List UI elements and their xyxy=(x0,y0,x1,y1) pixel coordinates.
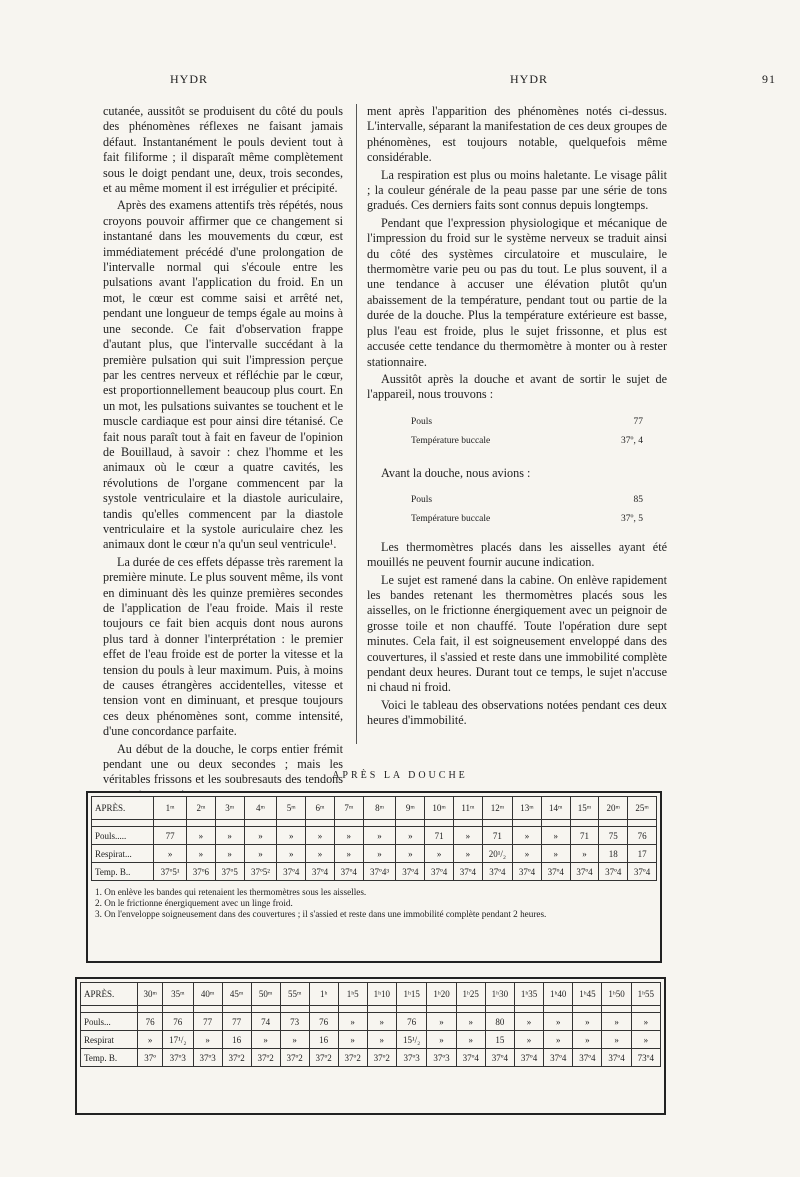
spacer-cell xyxy=(599,820,628,827)
table-header-cell: 1ʰ40 xyxy=(544,983,573,1006)
spacer-cell xyxy=(81,1006,138,1013)
table-body xyxy=(81,1006,661,1067)
table-cell: 74 xyxy=(251,1013,280,1031)
table-header-cell: 1ʰ10 xyxy=(367,983,396,1006)
table-cell: » xyxy=(280,1031,309,1049)
after-shower-measurements xyxy=(367,413,667,452)
table-header-cell: 45ᵐ xyxy=(222,983,251,1006)
table-cell: 37º4 xyxy=(599,863,628,881)
table-header-cell: 9ᵐ xyxy=(396,797,425,820)
table-cell: 37º4 xyxy=(277,863,306,881)
table-header-cell: 5ᵐ xyxy=(277,797,306,820)
table-cell: 16 xyxy=(222,1031,251,1049)
table-body xyxy=(92,820,657,881)
table-row xyxy=(81,1013,661,1031)
table-cell: 37º4 xyxy=(306,863,335,881)
table-cell: » xyxy=(541,845,570,863)
right-paragraph: Voici le tableau des observations notées pendant ces deux heures d'immobilité. xyxy=(367,697,667,728)
table-header-cell: 10ᵐ xyxy=(425,797,454,820)
measurement-value: 37º, 4 xyxy=(621,436,643,447)
table-cell: 37º4 xyxy=(456,1049,485,1067)
table-header-cell: 1ʰ50 xyxy=(602,983,631,1006)
observation-table-2 xyxy=(75,977,666,1115)
table-header-cell: 35ᵐ xyxy=(163,983,194,1006)
table-cell: 37º2 xyxy=(338,1049,367,1067)
measurement-label: Pouls xyxy=(411,416,433,427)
table-header-cell: 2ᵐ xyxy=(187,797,216,820)
table-cell: 16 xyxy=(309,1031,338,1049)
section-title: APRÈS LA DOUCHE xyxy=(332,770,468,781)
table-cell: 77 xyxy=(154,827,187,845)
table-header-cell: 3ᵐ xyxy=(215,797,244,820)
table-cell: 37º4 xyxy=(334,863,363,881)
spacer-cell xyxy=(163,1006,194,1013)
spacer-cell xyxy=(541,820,570,827)
spacer-cell xyxy=(485,1006,514,1013)
table-cell: 76 xyxy=(309,1013,338,1031)
table-row xyxy=(92,827,657,845)
running-head-left: HYDR xyxy=(170,72,209,86)
table-cell: 37º4 xyxy=(573,1049,602,1067)
table-2-grid xyxy=(80,982,661,1067)
table-cell: 73 xyxy=(280,1013,309,1031)
table-cell: » xyxy=(251,1031,280,1049)
table-cell: » xyxy=(573,1013,602,1031)
table-spacer-row xyxy=(81,1006,661,1013)
spacer-cell xyxy=(544,1006,573,1013)
row-label: Temp. B.. xyxy=(92,863,154,881)
table-cell: 37º3 xyxy=(193,1049,222,1067)
spacer-cell xyxy=(514,1006,543,1013)
table-cell: 37º4 xyxy=(482,863,512,881)
spacer-cell xyxy=(309,1006,338,1013)
table-header-cell: 1ᵐ xyxy=(154,797,187,820)
spacer-cell xyxy=(306,820,335,827)
spacer-cell xyxy=(570,820,599,827)
spacer-cell xyxy=(92,820,154,827)
table-cell: » xyxy=(513,845,542,863)
table-cell: » xyxy=(215,845,244,863)
measurement-value: 77 xyxy=(633,416,643,427)
table-cell: » xyxy=(367,1013,396,1031)
table-cell: » xyxy=(456,1013,485,1031)
table-header-label: APRÈS. xyxy=(81,983,138,1006)
spacer-cell xyxy=(396,1006,427,1013)
table-header-cell: 55ᵐ xyxy=(280,983,309,1006)
table-note: 3. On l'enveloppe soigneusement dans des couvertures ; il s'assied et reste dans une immobilité complète pendant 2 heures. xyxy=(95,909,547,919)
table-cell: » xyxy=(215,827,244,845)
table-row xyxy=(81,1031,661,1049)
right-paragraph: Le sujet est ramené dans la cabine. On enlève rapidement les bandes retenant les thermomètres placés sous les aisselles, on le frictionne énergiquement avec un peignoir de grosse toile et non chauffé. Toute l'opération dure sept minutes. Cela fait, il est soigneusement enveloppé dans des couvertures, il s'assied et reste dans une immobilité complète pendant deux heures. Durant tout ce temps, le sujet n'accuse ni chaud ni froid. xyxy=(367,572,667,695)
right-paragraph: La respiration est plus ou moins haletante. Le visage pâlit ; la couleur générale de la peau passe par une série de tons gradués. Ces derniers faits sont connus depuis longtemps. xyxy=(367,167,667,213)
table-header-cell: 6ᵐ xyxy=(306,797,335,820)
table-header-cell: 8ᵐ xyxy=(363,797,396,820)
table-cell: » xyxy=(138,1031,163,1049)
table-cell: » xyxy=(544,1031,573,1049)
table-cell: 37º2 xyxy=(367,1049,396,1067)
left-paragraph: La durée de ces effets dépasse très rarement la première minute. Le plus souvent même, ils vont en diminuant dès les quinze premières secondes de l'application de l'eau froide. Mais il reste toujours ce fait bien acquis dont nous aurons plus tard à donner l'interprétation : le premier effet de l'eau froide est de porter la vitesse et la tension du pouls à leur maximum. Puis, à moins de causes étrangères accidentelles, vitesse et tension vont en diminuant, et presque toujours ces deux phénomènes sont, comme intensité, d'une concordance parfaite. xyxy=(103,554,343,739)
measurement-value: 85 xyxy=(633,494,643,505)
table-row xyxy=(92,845,657,863)
table-header-cell: 1ʰ5 xyxy=(338,983,367,1006)
spacer-cell xyxy=(425,820,454,827)
table-header-cell: 1ʰ35 xyxy=(514,983,543,1006)
table-cell: 17¹/₂ xyxy=(163,1031,194,1049)
table-cell: » xyxy=(244,827,277,845)
table-cell: » xyxy=(514,1031,543,1049)
table-cell: 37º6 xyxy=(187,863,216,881)
table-header-cell: 15ᵐ xyxy=(570,797,599,820)
spacer-cell xyxy=(277,820,306,827)
row-label: Pouls... xyxy=(81,1013,138,1031)
table-cell: 37º5² xyxy=(244,863,277,881)
table-cell: 15 xyxy=(485,1031,514,1049)
table-cell: » xyxy=(306,827,335,845)
table-notes xyxy=(91,887,657,920)
table-header-cell: 40ᵐ xyxy=(193,983,222,1006)
table-cell: » xyxy=(338,1013,367,1031)
table-cell: » xyxy=(573,1031,602,1049)
table-cell: 37º3 xyxy=(396,1049,427,1067)
table-row xyxy=(92,863,657,881)
table-header-cell: 1ʰ55 xyxy=(631,983,660,1006)
table-cell: 37º2 xyxy=(251,1049,280,1067)
table-cell: » xyxy=(631,1013,660,1031)
table-cell: » xyxy=(187,845,216,863)
right-paragraph: ment après l'apparition des phénomènes notés ci-dessus. L'intervalle, séparant la manifestation de ces deux groupes de phénomènes, est toujours notable, quelquefois même considérable. xyxy=(367,104,667,165)
table-cell: 17 xyxy=(628,845,657,863)
table-cell: 37º4 xyxy=(396,863,425,881)
table-cell: » xyxy=(513,827,542,845)
spacer-cell xyxy=(363,820,396,827)
table-header-cell: 12ᵐ xyxy=(482,797,512,820)
table-row xyxy=(81,1049,661,1067)
table-cell: 37º4 xyxy=(485,1049,514,1067)
table-cell: 20¹/₂ xyxy=(482,845,512,863)
table-cell: 37º5¹ xyxy=(154,863,187,881)
table-cell: 71 xyxy=(482,827,512,845)
table-cell: » xyxy=(453,845,482,863)
table-cell: 75 xyxy=(599,827,628,845)
table-cell: » xyxy=(541,827,570,845)
table-cell: » xyxy=(154,845,187,863)
spacer-cell xyxy=(193,1006,222,1013)
spacer-cell xyxy=(138,1006,163,1013)
spacer-cell xyxy=(456,1006,485,1013)
spacer-cell xyxy=(513,820,542,827)
table-cell: 37º4 xyxy=(602,1049,631,1067)
table-cell: 37º xyxy=(138,1049,163,1067)
table-cell: » xyxy=(338,1031,367,1049)
spacer-cell xyxy=(427,1006,456,1013)
table-cell: » xyxy=(425,845,454,863)
table-cell: » xyxy=(334,827,363,845)
row-label: Pouls..... xyxy=(92,827,154,845)
table-header-cell: 13ᵐ xyxy=(513,797,542,820)
table-cell: » xyxy=(570,845,599,863)
table-cell: » xyxy=(187,827,216,845)
table-cell: » xyxy=(334,845,363,863)
table-cell: 37º4 xyxy=(570,863,599,881)
spacer-cell xyxy=(396,820,425,827)
right-column xyxy=(367,104,667,731)
table-1-grid xyxy=(91,796,657,881)
spacer-cell xyxy=(280,1006,309,1013)
row-label: Respirat xyxy=(81,1031,138,1049)
table-header-cell: 50ᵐ xyxy=(251,983,280,1006)
table-cell: » xyxy=(396,827,425,845)
measurement-row xyxy=(367,510,667,529)
spacer-cell xyxy=(482,820,512,827)
spacer-cell xyxy=(251,1006,280,1013)
table-header-cell: 1ʰ15 xyxy=(396,983,427,1006)
spacer-cell xyxy=(187,820,216,827)
table-cell: 37º5 xyxy=(215,863,244,881)
table-note: 2. On le frictionne énergiquement avec un linge froid. xyxy=(95,898,293,908)
measurement-label: Température buccale xyxy=(411,514,491,525)
table-cell: » xyxy=(453,827,482,845)
table-header-cell: 14ᵐ xyxy=(541,797,570,820)
spacer-cell xyxy=(215,820,244,827)
table-cell: » xyxy=(363,845,396,863)
table-header-row xyxy=(92,797,657,820)
measurement-value: 37º, 5 xyxy=(621,514,643,525)
table-header-cell: 1ʰ20 xyxy=(427,983,456,1006)
table-cell: » xyxy=(193,1031,222,1049)
table-cell: » xyxy=(602,1013,631,1031)
spacer-cell xyxy=(453,820,482,827)
table-header-cell: 1ʰ45 xyxy=(573,983,602,1006)
table-cell: 37º4 xyxy=(425,863,454,881)
table-cell: 76 xyxy=(163,1013,194,1031)
spacer-cell xyxy=(244,820,277,827)
table-cell: » xyxy=(456,1031,485,1049)
right-paragraph: Les thermomètres placés dans les aisselles ayant été mouillés ne peuvent fournir aucune indication. xyxy=(367,539,667,570)
table-header-cell: 30ᵐ xyxy=(138,983,163,1006)
table-header-cell: 7ᵐ xyxy=(334,797,363,820)
right-paragraph: Aussitôt après la douche et avant de sortir le sujet de l'appareil, nous trouvons : xyxy=(367,371,667,402)
page-number: 91 xyxy=(762,72,776,86)
row-label: Respirat... xyxy=(92,845,154,863)
table-cell: » xyxy=(544,1013,573,1031)
table-cell: 37º4 xyxy=(544,1049,573,1067)
table-cell: 76 xyxy=(138,1013,163,1031)
table-cell: 37º3 xyxy=(427,1049,456,1067)
table-header-cell: 1ʰ xyxy=(309,983,338,1006)
table-cell: 76 xyxy=(628,827,657,845)
table-cell: » xyxy=(396,845,425,863)
table-cell: 37º2 xyxy=(222,1049,251,1067)
spacer-cell xyxy=(154,820,187,827)
table-cell: 37º4³ xyxy=(363,863,396,881)
table-cell: 37º4 xyxy=(628,863,657,881)
spacer-cell xyxy=(628,820,657,827)
spacer-cell xyxy=(338,1006,367,1013)
table-cell: » xyxy=(367,1031,396,1049)
spacer-cell xyxy=(222,1006,251,1013)
table-cell: » xyxy=(631,1031,660,1049)
table-note: 1. On enlève les bandes qui retenaient les thermomètres sous les aisselles. xyxy=(95,887,367,897)
left-paragraph: cutanée, aussitôt se produisent du côté du pouls des phénomènes réflexes ne faisant jamais défaut. Instantanément le pouls devient tout à fait filiforme ; il disparaît même complètement sous le doigt pendant une, deux, trois secondes, et au même moment il est irrégulier et précipité. xyxy=(103,104,343,196)
spacer-cell xyxy=(367,1006,396,1013)
table-cell: 37º4 xyxy=(453,863,482,881)
table-header-cell: 1ʰ30 xyxy=(485,983,514,1006)
spacer-cell xyxy=(573,1006,602,1013)
table-spacer-row xyxy=(92,820,657,827)
table-cell: 37º3 xyxy=(163,1049,194,1067)
table-cell: 37º2 xyxy=(309,1049,338,1067)
measurement-row xyxy=(367,491,667,510)
measurement-label: Pouls xyxy=(411,494,433,505)
row-label: Temp. B. xyxy=(81,1049,138,1067)
table-cell: 76 xyxy=(396,1013,427,1031)
observation-table-1 xyxy=(86,791,662,963)
spacer-cell xyxy=(631,1006,660,1013)
table-header-cell: 20ᵐ xyxy=(599,797,628,820)
table-header-cell: 1ʰ25 xyxy=(456,983,485,1006)
measurement-row xyxy=(367,432,667,451)
table-header-row xyxy=(81,983,661,1006)
right-paragraph: Pendant que l'expression physiologique et mécanique de l'impression du froid sur le système nerveux se traduit ainsi du côté des systèmes circulatoire et musculaire, le thermomètre varie peu ou pas du tout. Le plus souvent, il a une tendance à accuser une élévation plutôt qu'un abaissement de la température, pendant tout ou partie de la durée de la douche. Plus la température extérieure est basse, plus l'eau est froide, plus le sujet frissonne, et plus est accusée cette tendance du thermomètre à monter ou à rester stationnaire. xyxy=(367,215,667,369)
table-cell: 15¹/₂ xyxy=(396,1031,427,1049)
table-cell: 80 xyxy=(485,1013,514,1031)
table-cell: » xyxy=(306,845,335,863)
table-cell: 71 xyxy=(570,827,599,845)
left-column xyxy=(103,104,343,828)
before-shower-measurements xyxy=(367,491,667,530)
table-header-cell: 25ᵐ xyxy=(628,797,657,820)
table-cell: 37º2 xyxy=(280,1049,309,1067)
table-cell: » xyxy=(602,1031,631,1049)
table-cell: 18 xyxy=(599,845,628,863)
table-cell: » xyxy=(427,1013,456,1031)
table-cell: 77 xyxy=(193,1013,222,1031)
running-head-center: HYDR xyxy=(510,72,549,86)
table-cell: 37º4 xyxy=(541,863,570,881)
spacer-cell xyxy=(602,1006,631,1013)
table-header-label: APRÈS. xyxy=(92,797,154,820)
table-cell: 37º4 xyxy=(513,863,542,881)
left-paragraph: Au début de la douche, le corps entier frémit pendant une ou deux secondes ; mais les véritables frissons et les soubresauts des tendons xyxy=(103,741,343,787)
table-cell: 71 xyxy=(425,827,454,845)
table-header-cell: 4ᵐ xyxy=(244,797,277,820)
left-paragraph: Après des examens attentifs très répétés, nous croyons pouvoir affirmer que ce changement si instantané dans les mouvements du cœur, est immédiatement précédé d'une prolongation de l'intervalle normal qui s'écoule entre les pulsations avant l'application du froid. En un mot, le cœur est comme saisi et arrêté net, pendant une longueur de temps égale au moins à une seconde. Ce fait d'observation frappe d'autant plus, que l'intervalle succédant à la première pulsation qui suit l'impression perçue par les centres nerveux et réfléchie par le cœur, est proportionnellement beaucoup plus court. En un mot, les pulsations suivantes se touchent et le muscle cardiaque est pour ainsi dire tétanisé. Ce fait nous paraît tout à fait en faveur de l'opinion de Bouillaud, à savoir : chez l'homme et les animaux où le cœur a quatre cavités, les révolutions de l'organe commencent par la systole ventriculaire et la diastole auriculaire, tandis qu'elles commencent par la diastole ventriculaire et la systole auriculaire chez les animaux dont le cœur n'a qu'un seul ventricule¹. xyxy=(103,198,343,552)
table-cell: » xyxy=(277,827,306,845)
table-cell: 77 xyxy=(222,1013,251,1031)
spacer-cell xyxy=(334,820,363,827)
table-header-cell: 11ᵐ xyxy=(453,797,482,820)
measurement-row xyxy=(367,413,667,432)
table-cell: » xyxy=(427,1031,456,1049)
table-cell: 73º4 xyxy=(631,1049,660,1067)
before-intro: Avant la douche, nous avions : xyxy=(381,465,531,480)
table-cell: » xyxy=(363,827,396,845)
table-cell: 37º4 xyxy=(514,1049,543,1067)
column-divider xyxy=(356,104,357,744)
measurement-label: Température buccale xyxy=(411,436,491,447)
table-cell: » xyxy=(514,1013,543,1031)
table-cell: » xyxy=(244,845,277,863)
table-cell: » xyxy=(277,845,306,863)
